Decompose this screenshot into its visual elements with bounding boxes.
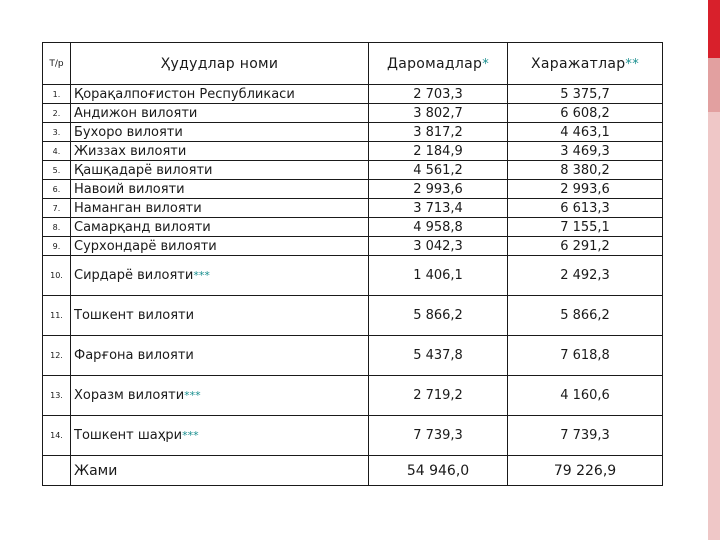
row-number: 14. [43, 416, 71, 456]
income-value: 3 713,4 [369, 199, 508, 218]
region-name-text: Жиззах вилояти [74, 143, 187, 159]
total-row [43, 456, 663, 486]
header-expense-footnote-mark: ** [625, 56, 639, 72]
income-value: 5 866,2 [369, 296, 508, 336]
region-name [71, 180, 369, 199]
region-name-text: Бухоро вилояти [74, 124, 183, 140]
region-name [71, 336, 369, 376]
table-row [43, 199, 663, 218]
region-name-text: Хоразм вилояти [74, 388, 185, 403]
income-value: 1 406,1 [369, 256, 508, 296]
accent-segment-pink [708, 58, 720, 112]
income-value: 4 958,8 [369, 218, 508, 237]
table-row [43, 376, 663, 416]
row-number: 7. [43, 199, 71, 218]
income-value: 2 184,9 [369, 142, 508, 161]
expense-value: 4 160,6 [508, 376, 663, 416]
total-income: 54 946,0 [369, 456, 508, 486]
row-number: 6. [43, 180, 71, 199]
accent-segment-red [708, 0, 720, 58]
income-value: 2 993,6 [369, 180, 508, 199]
region-name [71, 123, 369, 142]
table-row [43, 104, 663, 123]
row-number: 11. [43, 296, 71, 336]
income-value: 5 437,8 [369, 336, 508, 376]
expense-value: 5 375,7 [508, 85, 663, 104]
region-name [71, 218, 369, 237]
row-number: 8. [43, 218, 71, 237]
row-number: 5. [43, 161, 71, 180]
expense-value: 5 866,2 [508, 296, 663, 336]
income-value: 2 719,2 [369, 376, 508, 416]
header-income [369, 43, 508, 85]
region-name-text: Тошкент вилояти [74, 308, 195, 323]
region-name-text: Сирдарё вилояти [74, 268, 194, 283]
table-row [43, 142, 663, 161]
expense-value: 2 492,3 [508, 256, 663, 296]
row-number: 10. [43, 256, 71, 296]
expense-value: 4 463,1 [508, 123, 663, 142]
region-footnote-mark: *** [182, 429, 199, 442]
region-name-text: Сурхондарё вилояти [74, 238, 217, 254]
income-value: 7 739,3 [369, 416, 508, 456]
table-row [43, 416, 663, 456]
region-footnote-mark: *** [184, 389, 201, 402]
total-label: Жами [71, 456, 369, 486]
region-name [71, 416, 369, 456]
region-name [71, 296, 369, 336]
expense-value: 7 155,1 [508, 218, 663, 237]
table-row [43, 85, 663, 104]
row-number: 4. [43, 142, 71, 161]
expense-value: 6 291,2 [508, 237, 663, 256]
region-name-text: Фарғона вилояти [74, 348, 194, 363]
region-name-text: Қорақалпоғистон Республикаси [74, 86, 295, 102]
region-name [71, 199, 369, 218]
header-income-footnote-mark: * [482, 56, 489, 72]
income-value: 3 042,3 [369, 237, 508, 256]
region-name [71, 142, 369, 161]
table-row [43, 237, 663, 256]
expense-value: 7 739,3 [508, 416, 663, 456]
region-name [71, 237, 369, 256]
region-name [71, 161, 369, 180]
header-number: Т/р [43, 43, 71, 85]
header-expense-label: Харажатлар [530, 55, 626, 72]
table-row [43, 180, 663, 199]
region-name-text: Андижон вилояти [74, 105, 198, 121]
expense-value: 6 608,2 [508, 104, 663, 123]
table-row [43, 256, 663, 296]
income-value: 3 817,2 [369, 123, 508, 142]
header-income-label: Даромадлар [386, 55, 483, 72]
table-row [43, 296, 663, 336]
region-name-text: Навоий вилояти [74, 181, 185, 197]
region-name-text: Қашқадарё вилояти [74, 162, 213, 178]
table-row [43, 218, 663, 237]
income-value: 3 802,7 [369, 104, 508, 123]
expense-value: 6 613,3 [508, 199, 663, 218]
income-value: 2 703,3 [369, 85, 508, 104]
row-number: 12. [43, 336, 71, 376]
income-value: 4 561,2 [369, 161, 508, 180]
region-name [71, 256, 369, 296]
region-name-text: Самарқанд вилояти [74, 219, 211, 235]
expense-value: 2 993,6 [508, 180, 663, 199]
row-number: 13. [43, 376, 71, 416]
row-number: 3. [43, 123, 71, 142]
expense-value: 7 618,8 [508, 336, 663, 376]
table-row [43, 336, 663, 376]
region-name [71, 85, 369, 104]
header-region: Ҳудудлар номи [71, 43, 369, 85]
region-name-text: Тошкент шаҳри [74, 428, 183, 443]
expense-value: 3 469,3 [508, 142, 663, 161]
region-footnote-mark: *** [193, 269, 210, 282]
table-row [43, 123, 663, 142]
region-name [71, 104, 369, 123]
expense-value: 8 380,2 [508, 161, 663, 180]
header-expense [508, 43, 663, 85]
budget-table [42, 42, 663, 486]
slide-accent-bar [708, 0, 720, 540]
region-name-text: Наманган вилояти [74, 200, 202, 216]
header-row [43, 43, 663, 85]
region-name [71, 376, 369, 416]
total-expense: 79 226,9 [508, 456, 663, 486]
row-number: 9. [43, 237, 71, 256]
table-row [43, 161, 663, 180]
row-number: 2. [43, 104, 71, 123]
accent-segment-light [708, 112, 720, 540]
row-number: 1. [43, 85, 71, 104]
total-number-cell [43, 456, 71, 486]
